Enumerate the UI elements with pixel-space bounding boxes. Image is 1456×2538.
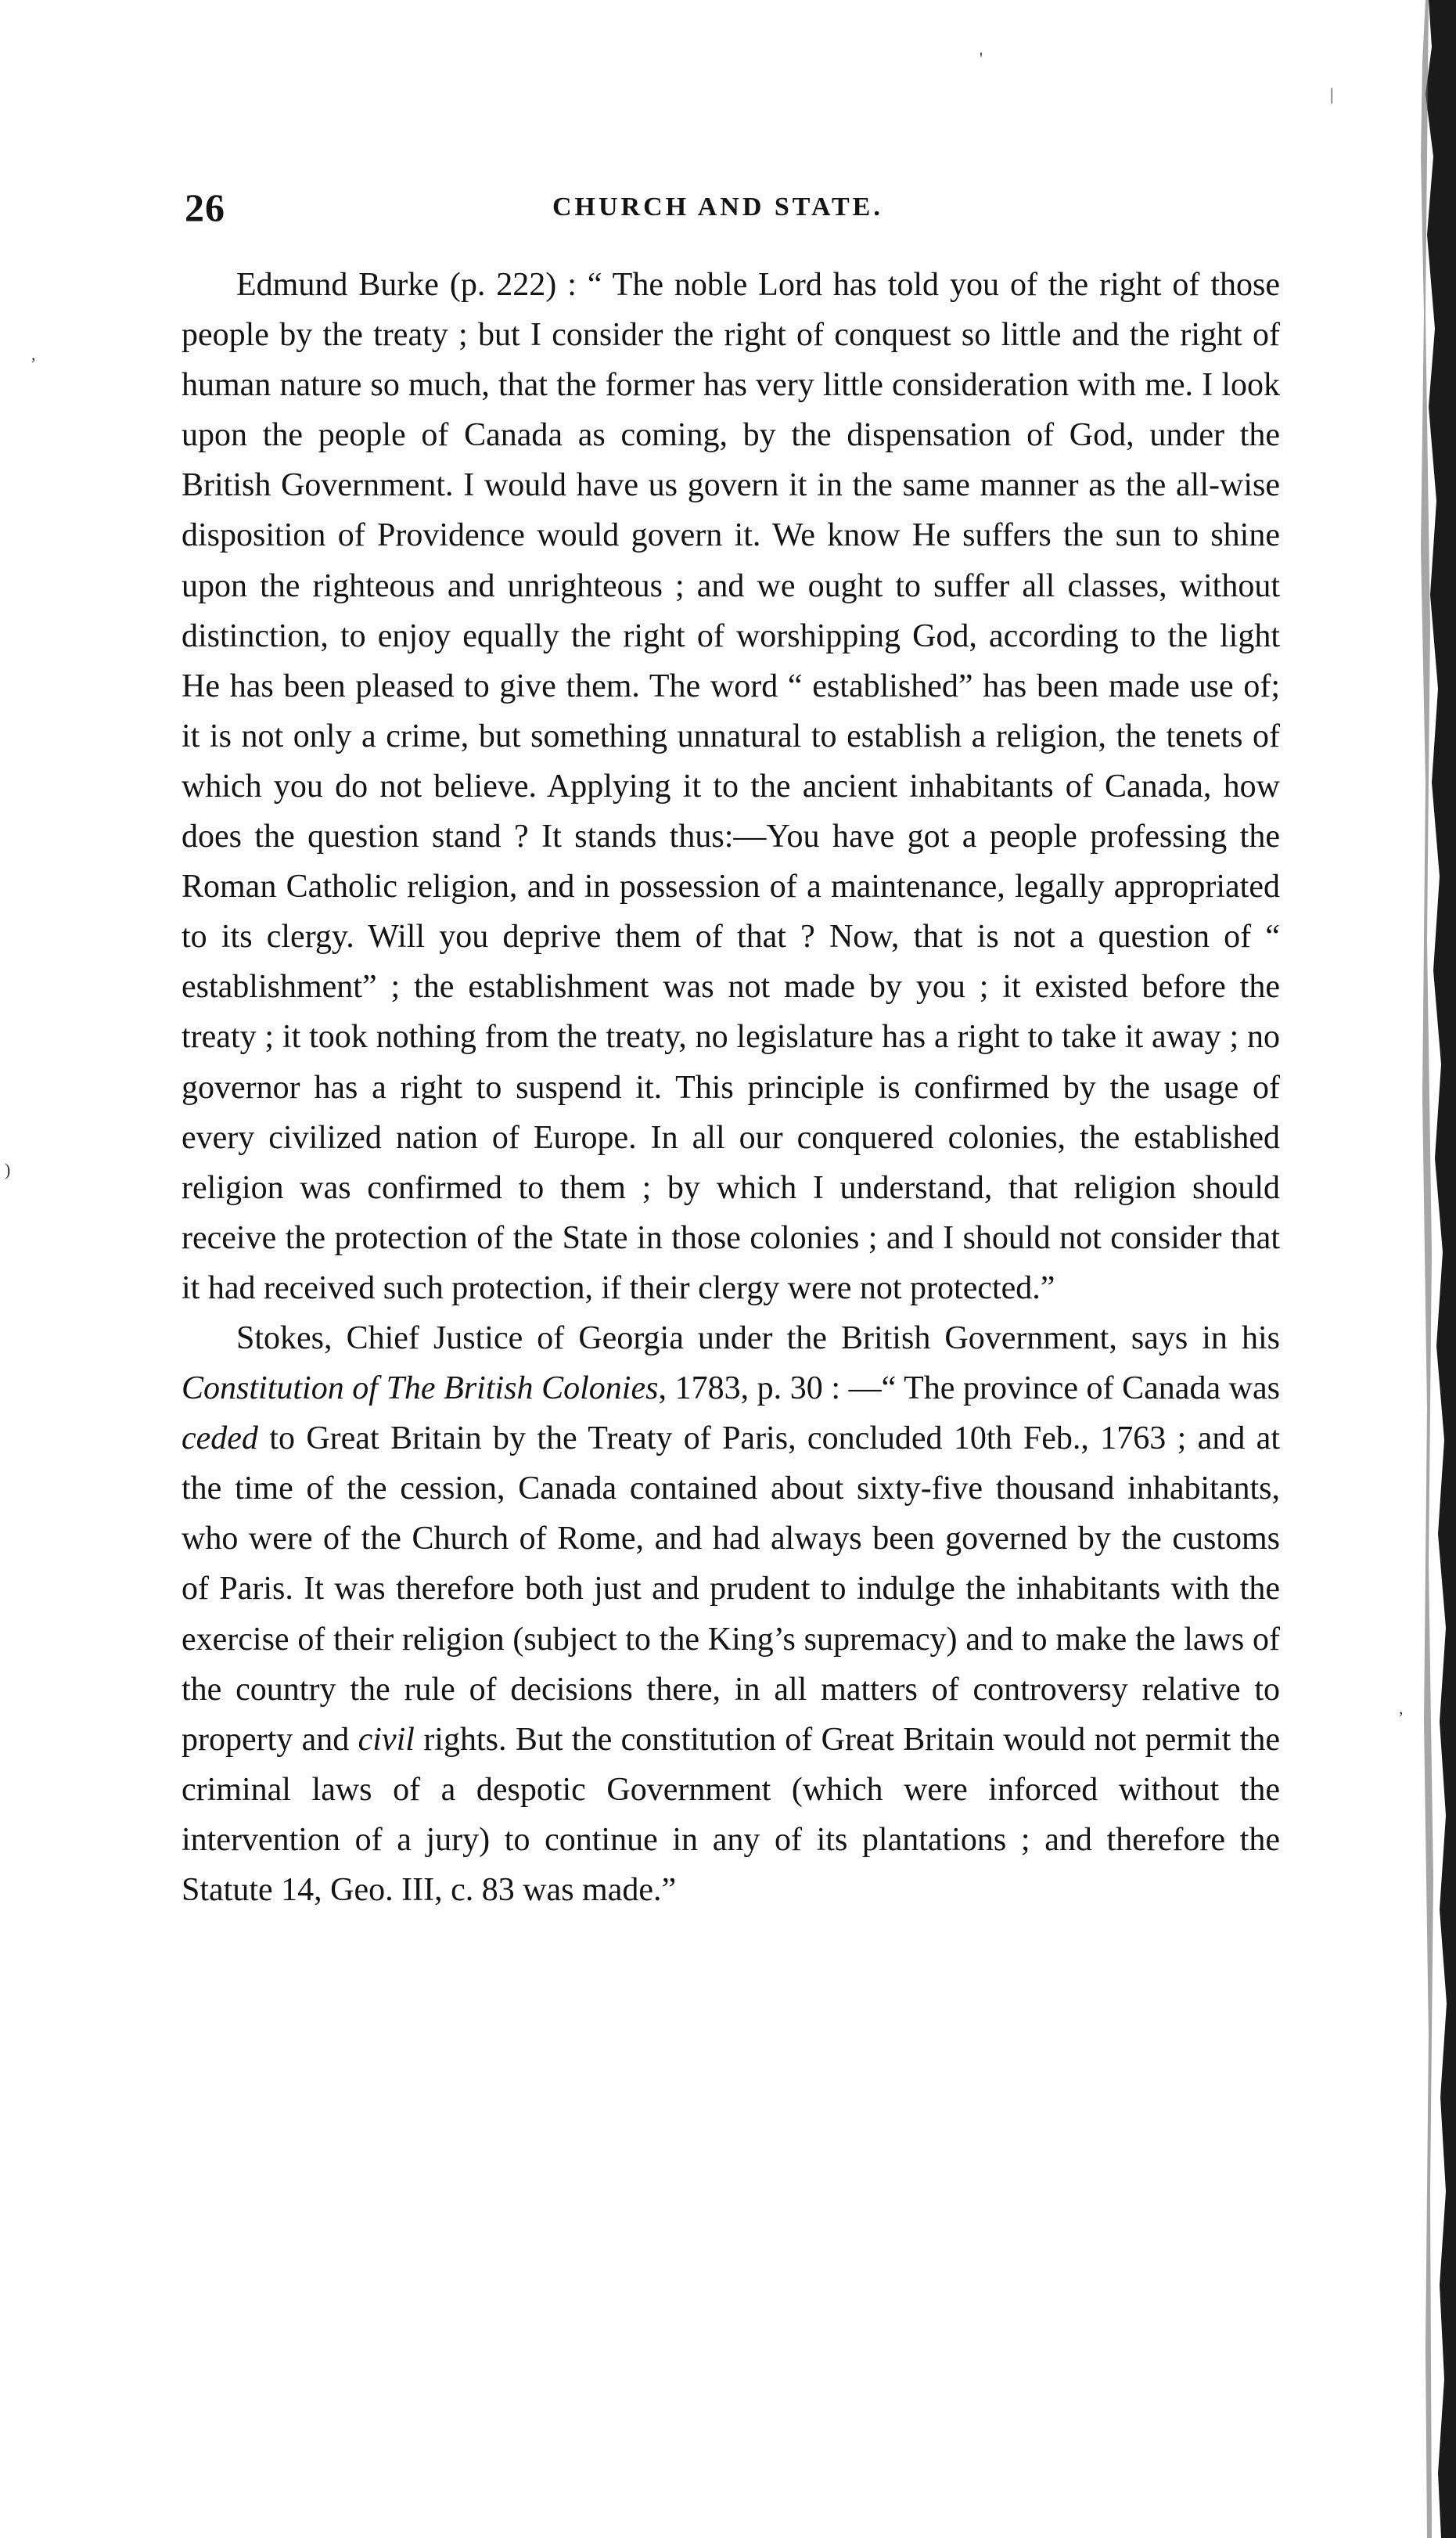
stray-ink-mark: ': [980, 49, 983, 68]
stray-ink-mark: ,: [31, 344, 36, 364]
paragraph-text-segment: to Great Britain by the Treaty of Paris, concluded 10th Feb., 1763 ; and at the time of the cession, Canada contained about sixty-five thousand inhabitants, who were of the Church of Rome, and had always been governed by the customs of Paris. It was therefore both just and prudent to indulge the inhabitants with the exercise of their religion (subject to the King’s supremacy) and to make the laws of the country the rule of decisions there, in all matters of controversy relative to property and: [182, 1420, 1280, 1758]
emphasis-italic: ceded: [182, 1420, 258, 1457]
paragraph-burke-quote: Edmund Burke (p. 222) : “ The noble Lord has told you of the right of those people by the treaty ; but I consider the right of conquest so little and the right of human nature so much, that the former has very little consideration with me. I look upon the people of Canada as coming, by the dispensation of God, under the British Government. I would have us govern it in the same manner as the all-wise disposition of Providence would govern it. We know He suffers the sun to shine upon the righteous and unrighteous ; and we ought to suffer all classes, without distinction, to enjoy equally the right of worshipping God, according to the light He has been pleased to give them. The word “ established” has been made use of; it is not only a crime, but something unnatural to establish a religion, the tenets of which you do not believe. Applying it to the ancient inhabitants of Canada, how does the question stand ? It stands thus:—You have got a people professing the Roman Catholic religion, and in possession of a maintenance, legally appropriated to its clergy. Will you deprive them of that ? Now, that is not a question of “ establishment” ; the establishment was not made by you ; it existed before the treaty ; it took nothing from the treaty, no legislature has a right to take it away ; no governor has a right to suspend it. This principle is confirmed by the usage of every civilized nation of Europe. In all our conquered colonies, the established religion was confirmed to them ; by which I understand, that religion should receive the protection of the State in those colonies ; and I should not consider that it had received such protection, if their clergy were not protected.”: [182, 267, 1280, 1306]
running-head: CHURCH AND STATE.: [552, 193, 883, 221]
body-text: [182, 260, 1280, 1915]
binding-edge: [1397, 0, 1456, 2538]
paragraph-stokes-quote: [182, 1313, 1280, 1915]
paragraph-text-segment: Stokes, Chief Justice of Georgia under the British Government, says in his: [236, 1319, 1280, 1356]
page-number: 26: [185, 185, 225, 229]
stray-ink-mark: ): [5, 1160, 11, 1179]
paragraph-text-segment: , 1783, p. 30 : —“ The province of Canada was: [658, 1370, 1281, 1407]
emphasis-italic: civil: [358, 1721, 415, 1758]
book-title-italic: Constitution of The British Colonies: [182, 1370, 659, 1407]
stray-ink-mark: ,: [1399, 1698, 1404, 1718]
page-header: [185, 185, 1280, 239]
paragraph-text-segment: rights. But the constitution of Great Britain would not permit the criminal laws of a despotic Government (which were inforced without the intervention of a jury) to continue in any of its plantations ; and therefore the Statute 14, Geo. III, c. 83 was made.”: [182, 1721, 1280, 1908]
stray-ink-mark: |: [1330, 85, 1334, 104]
